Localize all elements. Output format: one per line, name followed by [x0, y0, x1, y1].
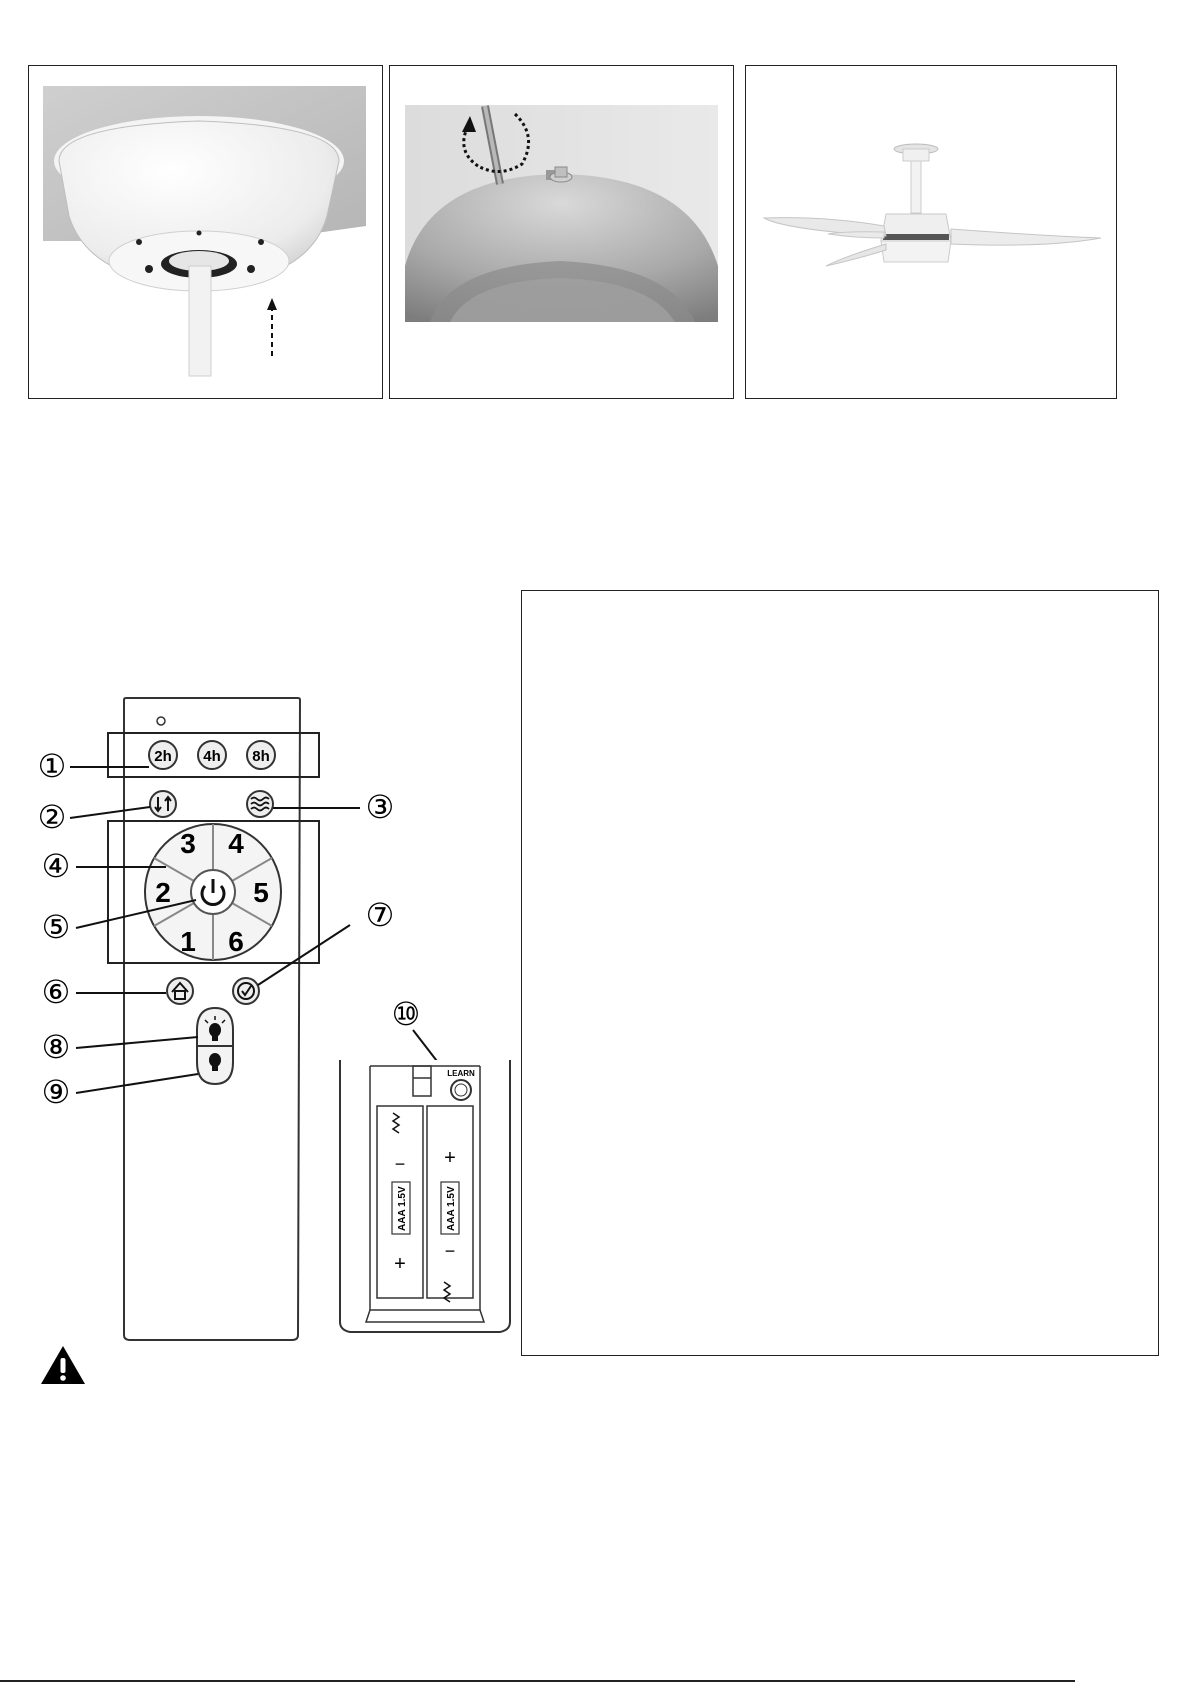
remote-control-diagram	[0, 630, 520, 1405]
breeze-button[interactable]	[247, 791, 273, 817]
battery-2-label: AAA 1.5V	[446, 1186, 457, 1231]
battery-2-minus: −	[444, 1241, 456, 1261]
screw-photo	[390, 66, 732, 397]
battery-2-plus: +	[444, 1147, 456, 1169]
install-photo-panel-canopy	[28, 65, 383, 399]
install-photo-panel-screw	[389, 65, 734, 399]
speed-3-button[interactable]: 3	[180, 828, 196, 859]
speed-4-button[interactable]: 4	[228, 828, 244, 859]
callout-10: ⑩	[391, 996, 421, 1032]
warning-icon	[39, 1344, 87, 1386]
callout-8: ⑧	[41, 1029, 71, 1065]
battery-1-minus: −	[394, 1154, 406, 1174]
battery-compartment	[340, 1060, 510, 1332]
footer-rule	[0, 1680, 1075, 1682]
timer-4h-label: 4h	[203, 748, 221, 765]
home-button[interactable]	[167, 978, 193, 1004]
timer-8h-label: 8h	[252, 748, 270, 765]
install-photo-panel-fan	[745, 65, 1117, 399]
callout-2: ②	[37, 799, 67, 835]
check-button[interactable]	[233, 978, 259, 1004]
callout-7: ⑦	[365, 897, 395, 933]
callout-5: ⑤	[41, 909, 71, 945]
callout-1: ①	[37, 748, 67, 784]
battery-1-plus: +	[394, 1253, 406, 1275]
timer-8h-button[interactable]	[247, 741, 275, 769]
timer-4h-button[interactable]	[198, 741, 226, 769]
speed-1-button[interactable]: 1	[180, 926, 196, 957]
instruction-text-panel	[521, 590, 1159, 1356]
power-button[interactable]	[191, 870, 235, 914]
learn-label: LEARN	[447, 1069, 475, 1078]
timer-2h-label: 2h	[154, 748, 172, 765]
callout-3: ③	[365, 789, 395, 825]
speed-5-button[interactable]: 5	[253, 877, 269, 908]
callout-4: ④	[41, 848, 71, 884]
timer-2h-button[interactable]	[149, 741, 177, 769]
battery-1-label: AAA 1.5V	[397, 1186, 408, 1231]
ceiling-fan-photo	[746, 66, 1115, 397]
speed-2-button[interactable]: 2	[155, 877, 171, 908]
callout-6: ⑥	[41, 974, 71, 1010]
canopy-photo	[29, 66, 381, 397]
learn-button[interactable]	[451, 1080, 471, 1100]
callout-9: ⑨	[41, 1074, 71, 1110]
reverse-button[interactable]	[150, 791, 176, 817]
speed-6-button[interactable]: 6	[228, 926, 244, 957]
speed-dial	[145, 824, 281, 960]
